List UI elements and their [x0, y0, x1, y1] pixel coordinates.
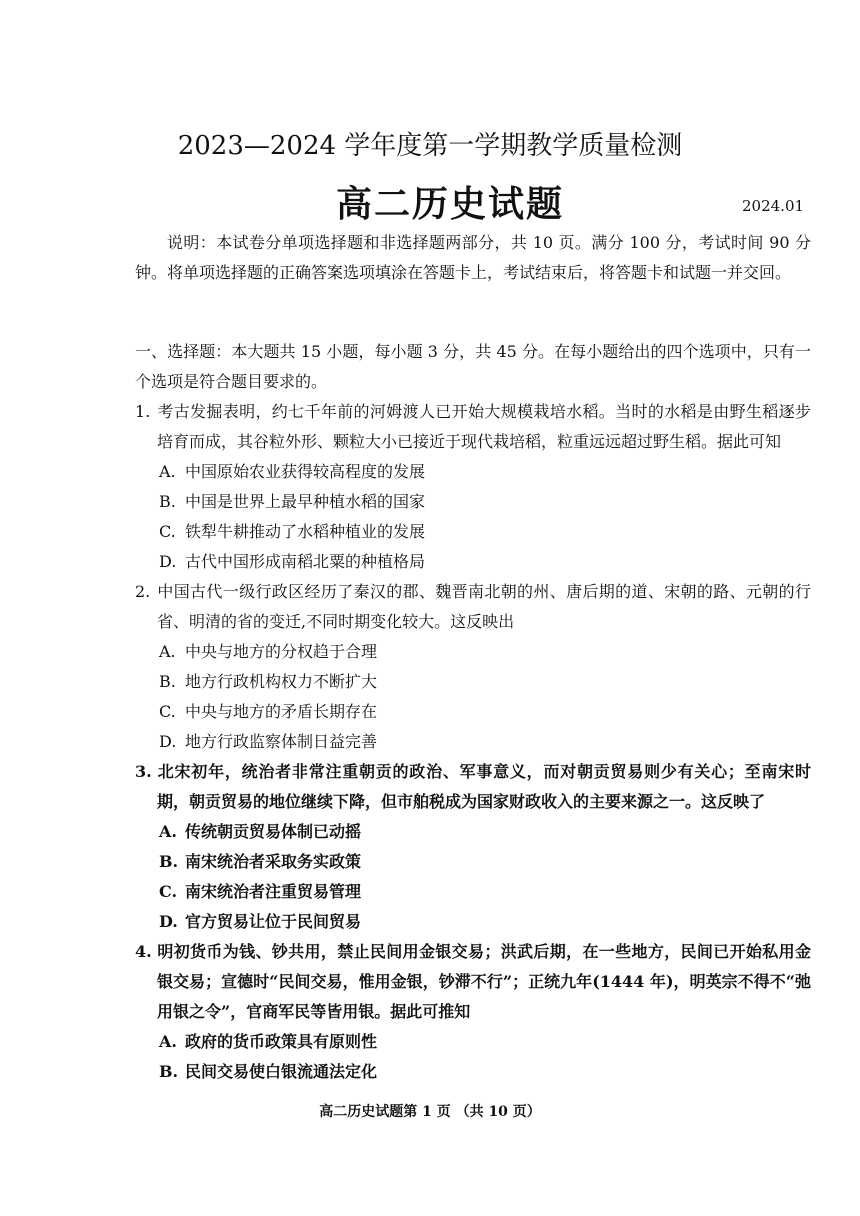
option-text: 中央与地方的矛盾长期存在: [185, 702, 378, 721]
option-text: 古代中国形成南稻北粟的种植格局: [185, 552, 426, 571]
option-a: [135, 1027, 811, 1057]
question-text: 明初货币为钱、钞共用，禁止民间用金银交易；洪武后期，在一些地方，民间已开始私用金银交易；宣德时“民间交易，惟用金银，钞滞不行”；正统九年(1444 年)，明英宗不得不“弛用银之令”，官商军民等皆用银。据此可推知: [157, 942, 811, 1021]
option-b: [135, 847, 811, 877]
option-letter: A.: [159, 462, 176, 481]
question-number: 4.: [135, 942, 152, 961]
option-c: [135, 517, 811, 547]
option-a: [135, 457, 811, 487]
exam-title: 2023—2024 学年度第一学期教学质量检测: [177, 131, 683, 161]
option-letter: C.: [159, 702, 176, 721]
question-number: 2.: [135, 582, 151, 601]
question-text: 中国古代一级行政区经历了秦汉的郡、魏晋南北朝的州、唐后期的道、宋朝的路、元朝的行省、明清的省的变迁,不同时期变化较大。这反映出: [157, 582, 811, 631]
option-a: [135, 637, 811, 667]
option-a: [135, 817, 811, 847]
option-c: [135, 697, 811, 727]
option-text: 地方行政机构权力不断扩大: [185, 672, 378, 691]
question-number: 3.: [135, 762, 152, 781]
question-text: 考古发掘表明，约七千年前的河姆渡人已开始大规模栽培水稻。当时的水稻是由野生稻逐步培育而成，其谷粒外形、颗粒大小已接近于现代栽培稻，粒重远远超过野生稻。据此可知: [157, 402, 811, 451]
option-text: 南宋统治者采取务实政策: [185, 852, 362, 871]
subject-title: 高二历史试题: [335, 183, 564, 225]
exam-date: 2024.01: [742, 197, 805, 215]
option-letter: B.: [159, 1062, 179, 1081]
option-text: 地方行政监察体制日益完善: [185, 732, 378, 751]
option-text: 官方贸易让位于民间贸易: [185, 912, 362, 931]
option-letter: A.: [159, 822, 177, 841]
option-letter: A.: [159, 1032, 177, 1051]
option-b: [135, 1057, 811, 1087]
option-b: [135, 487, 811, 517]
question-1: [135, 397, 811, 577]
question-4: [135, 937, 811, 1087]
option-text: 中国是世界上最早种植水稻的国家: [185, 492, 426, 511]
question-number: 1.: [135, 402, 151, 421]
option-d: [135, 727, 811, 757]
option-letter: D.: [159, 552, 177, 571]
question-stem: [135, 937, 811, 1027]
option-letter: D.: [159, 912, 178, 931]
option-letter: B.: [159, 672, 176, 691]
page-footer: 高二历史试题第 1 页 （共 10 页）: [319, 1104, 541, 1120]
option-text: 铁犁牛耕推动了水稻种植业的发展: [185, 522, 426, 541]
option-letter: D.: [159, 732, 177, 751]
option-letter: C.: [159, 882, 178, 901]
option-text: 中国原始农业获得较高程度的发展: [185, 462, 426, 481]
option-letter: C.: [159, 522, 176, 541]
option-letter: B.: [159, 492, 176, 511]
question-stem: [135, 577, 811, 637]
question-2: [135, 577, 811, 757]
question-stem: [135, 757, 811, 817]
option-text: 民间交易使白银流通法定化: [185, 1062, 378, 1081]
question-text: 北宋初年，统治者非常注重朝贡的政治、军事意义，而对朝贡贸易则少有关心；至南宋时期，朝贡贸易的地位继续下降，但市舶税成为国家财政收入的主要来源之一。这反映了: [157, 762, 811, 811]
option-d: [135, 907, 811, 937]
option-text: 传统朝贡贸易体制已动摇: [185, 822, 362, 841]
option-text: 政府的货币政策具有原则性: [185, 1032, 378, 1051]
option-b: [135, 667, 811, 697]
option-d: [135, 547, 811, 577]
option-text: 南宋统治者注重贸易管理: [185, 882, 362, 901]
instructions: 说明：本试卷分单项选择题和非选择题两部分，共 10 页。满分 100 分，考试时间 90 分钟。将单项选择题的正确答案选项填涂在答题卡上，考试结束后，将答题卡和试题一并交回。: [135, 233, 811, 282]
question-stem: [135, 397, 811, 457]
option-letter: A.: [159, 642, 176, 661]
option-c: [135, 877, 811, 907]
question-3: [135, 757, 811, 937]
option-text: 中央与地方的分权趋于合理: [185, 642, 378, 661]
section-heading: 一、选择题：本大题共 15 小题，每小题 3 分，共 45 分。在每小题给出的四个选项中，只有一个选项是符合题目要求的。: [135, 342, 811, 391]
option-letter: B.: [159, 852, 179, 871]
